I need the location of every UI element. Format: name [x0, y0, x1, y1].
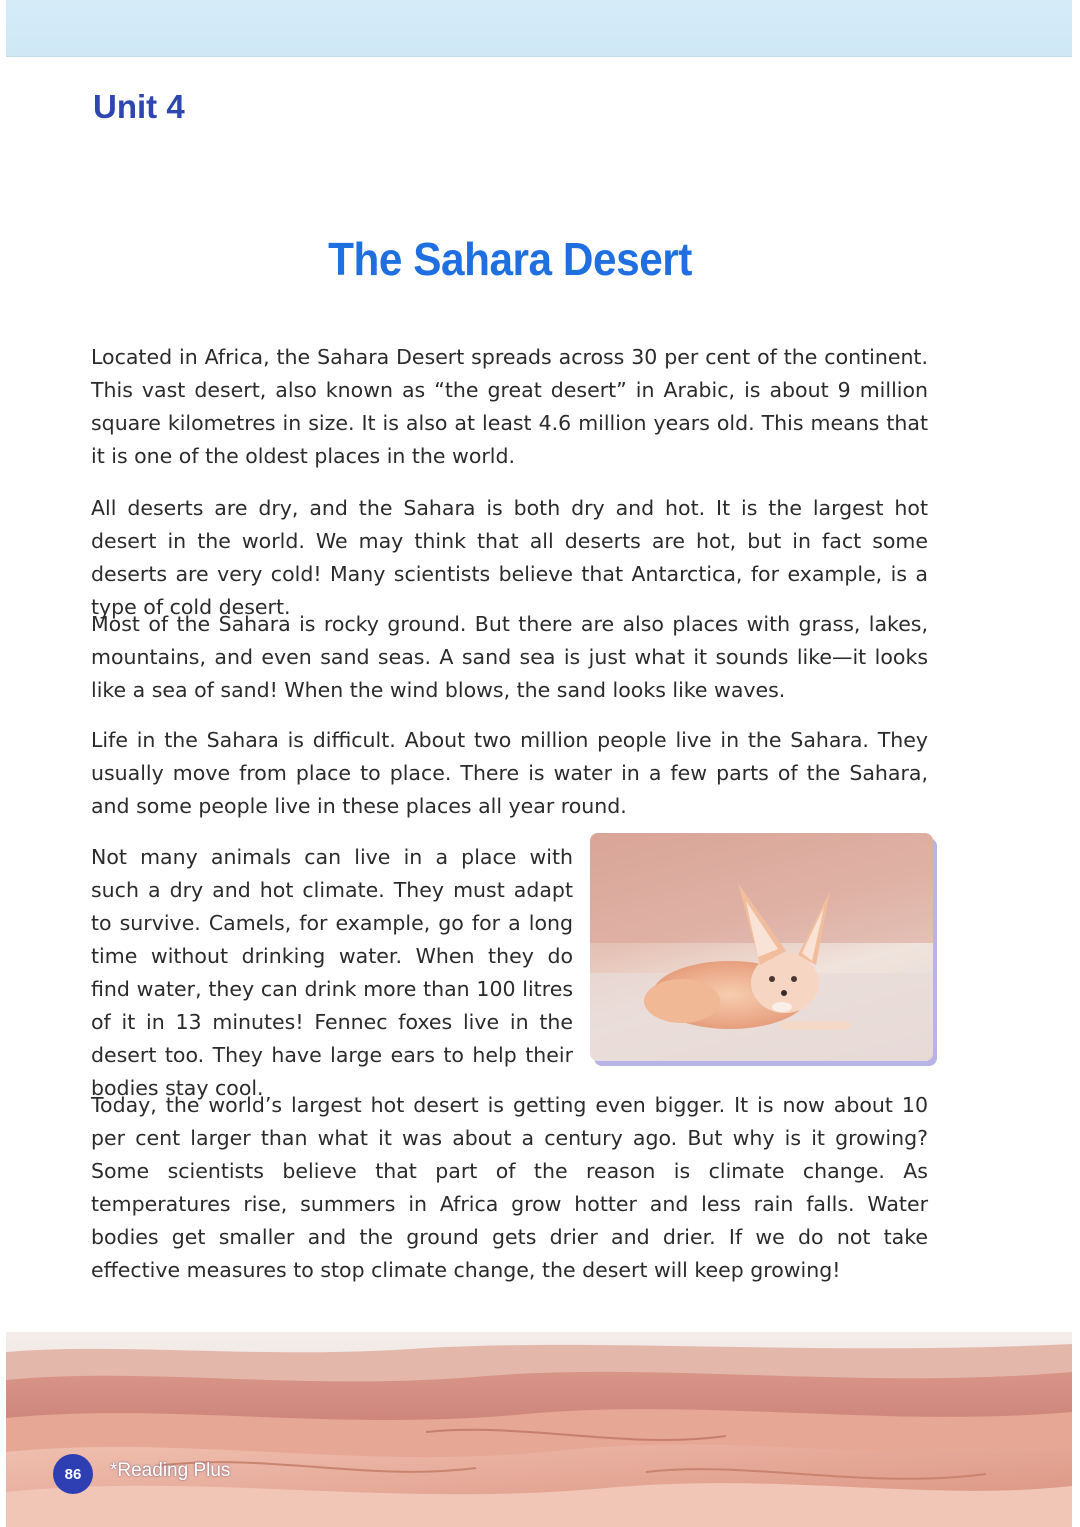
- paragraph-location: Located in Africa, the Sahara Desert spreads across 30 per cent of the continent. This vast desert, also known as “the great desert” in Arabic, is about 9 million square kilometres in size. It is also at least 4.6 million years old. This means that it is one of the oldest places in the world.: [91, 345, 928, 468]
- sand-dunes-banner: [6, 1332, 1072, 1527]
- paragraph-growth: Today, the world’s largest hot desert is getting even bigger. It is now about 10 per cent larger than what it was about a century ago. But why is it growing? Some scientists believe that part of the reason is climate change. As temperatures rise, summers in Africa grow hotter and less rain falls. Water bodies get smaller and the ground gets drier and drier. If we do not take effective measures to stop climate change, the desert will keep growing!: [91, 1093, 928, 1282]
- paragraph-climate: All deserts are dry, and the Sahara is both dry and hot. It is the largest hot desert in the world. We may think that all deserts are hot, but in fact some deserts are very cold! Many scientists believe that Antarctica, for example, is a type of cold desert.: [91, 496, 928, 619]
- fennec-fox-photo: [590, 833, 933, 1061]
- unit-label: Unit 4: [93, 88, 185, 125]
- page-number-badge: 86: [53, 1454, 93, 1494]
- page-title: The Sahara Desert: [328, 233, 692, 285]
- paragraph-animals: Not many animals can live in a place with such a dry and hot climate. They must adapt to survive. Camels, for example, go for a long time without drinking water. When they do find water, they can drink more than 100 litres of it in 13 minutes! Fennec foxes live in the desert too. They have large ears to help their bodies stay cool.: [91, 845, 573, 1100]
- paragraph-people: Life in the Sahara is difficult. About two million people live in the Sahara. They usually move from place to place. There is water in a few parts of the Sahara, and some people live in these places all year round.: [91, 728, 928, 818]
- paragraph-landscape: Most of the Sahara is rocky ground. But there are also places with grass, lakes, mountains, and even sand seas. A sand sea is just what it sounds like—it looks like a sea of sand! When the wind blows, the sand looks like waves.: [91, 612, 928, 702]
- top-header-band: [6, 0, 1072, 57]
- book-title-label: *Reading Plus: [110, 1460, 231, 1481]
